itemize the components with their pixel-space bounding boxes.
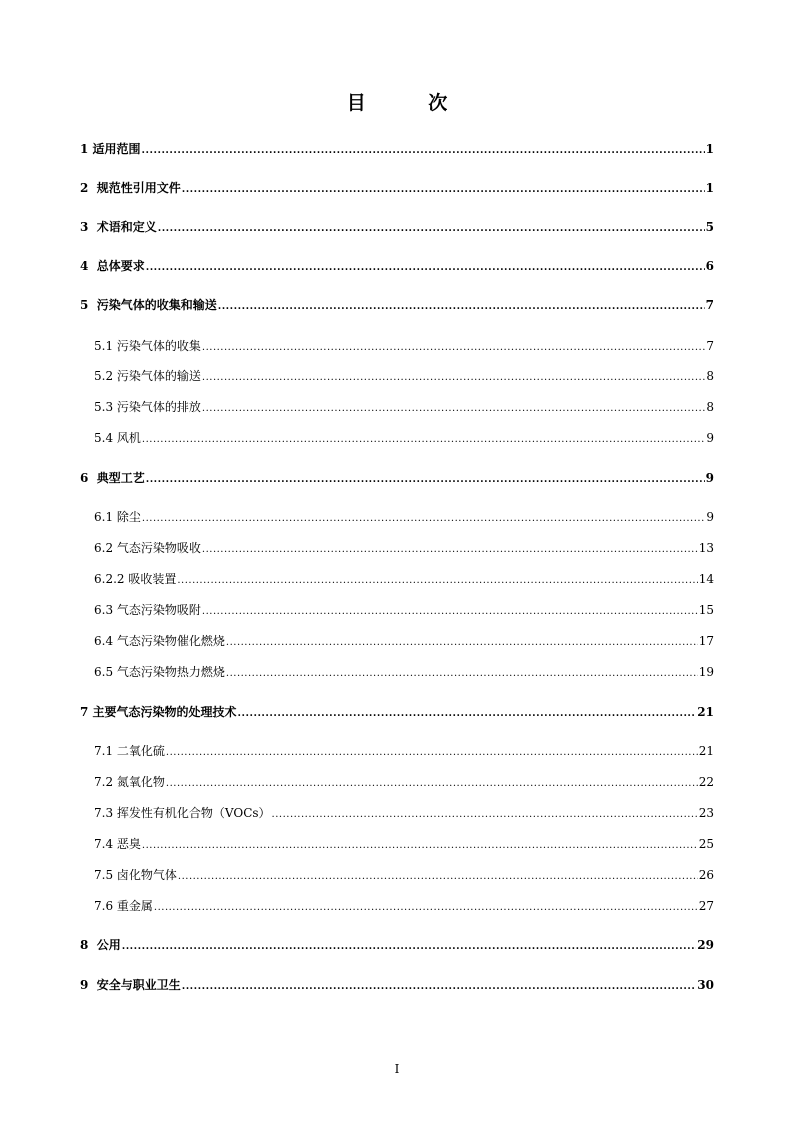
toc-entry[interactable] <box>94 774 714 790</box>
toc-leader-dots <box>202 542 698 558</box>
toc-entry-page: 21 <box>697 705 714 719</box>
toc-entry[interactable] <box>94 867 714 883</box>
toc-entry-page: 5 <box>705 220 714 234</box>
toc-entry-page: 26 <box>698 868 714 882</box>
toc-entry-page: 6 <box>705 259 714 273</box>
toc-entry[interactable] <box>94 338 714 354</box>
toc-leader-dots <box>202 604 698 620</box>
toc-leader-dots <box>146 260 705 276</box>
toc-entry-page: 15 <box>698 603 714 617</box>
toc-entry-label: 6.5 气态污染物热力燃烧 <box>94 665 225 679</box>
toc-entry[interactable] <box>80 180 714 196</box>
toc-leader-dots <box>202 370 705 386</box>
toc-entry[interactable] <box>94 898 714 914</box>
toc-entry-label: 8 公用 <box>80 938 121 952</box>
toc-leader-dots <box>166 776 698 792</box>
toc-entry-page: 30 <box>697 978 714 992</box>
toc-entry[interactable] <box>94 836 714 852</box>
toc-entry-page: 29 <box>697 938 714 952</box>
toc-entry-label: 7.5 卤化物气体 <box>94 868 177 882</box>
toc-leader-dots <box>122 939 697 955</box>
toc-leader-dots <box>226 666 698 682</box>
toc-entry-page: 9 <box>705 471 714 485</box>
toc-entry[interactable] <box>94 509 714 525</box>
toc-leader-dots <box>166 745 698 761</box>
toc-entry-page: 19 <box>698 665 714 679</box>
toc-leader-dots <box>272 807 698 823</box>
toc-entry[interactable] <box>80 977 714 993</box>
toc-entry-page: 14 <box>698 572 714 586</box>
toc-entry-page: 27 <box>698 899 714 913</box>
toc-entry[interactable] <box>94 540 714 556</box>
toc-entry-label: 5.4 风机 <box>94 431 141 445</box>
toc-entry-page: 23 <box>698 806 714 820</box>
toc-entry-label: 4 总体要求 <box>80 259 145 273</box>
toc-entry[interactable] <box>94 430 714 446</box>
toc-leader-dots <box>182 979 697 995</box>
toc-leader-dots <box>182 182 705 198</box>
toc-entry[interactable] <box>80 297 714 313</box>
toc-entry[interactable] <box>80 937 714 953</box>
toc-entry[interactable] <box>94 633 714 649</box>
toc-entry-page: 21 <box>698 744 714 758</box>
toc-entry-page: 7 <box>705 298 714 312</box>
toc-entry-page: 7 <box>706 339 714 353</box>
toc-leader-dots <box>226 635 698 651</box>
toc-entry-page: 9 <box>706 510 714 524</box>
toc-leader-dots <box>202 340 705 356</box>
toc-entry-label: 5.1 污染气体的收集 <box>94 339 201 353</box>
toc-entry-label: 6.4 气态污染物催化燃烧 <box>94 634 225 648</box>
toc-entry[interactable] <box>80 219 714 235</box>
toc-entry-page: 22 <box>698 775 714 789</box>
toc-entry[interactable] <box>94 399 714 415</box>
toc-leader-dots <box>154 900 698 916</box>
toc-entry-page: 1 <box>705 142 714 156</box>
toc-entry[interactable] <box>80 470 714 486</box>
toc-entry-label: 7.1 二氧化硫 <box>94 744 165 758</box>
toc-entry-page: 8 <box>706 369 714 383</box>
toc-entry-label: 7.4 恶臭 <box>94 837 141 851</box>
page-title: 目 次 <box>346 92 476 114</box>
toc-entry[interactable] <box>94 571 714 587</box>
toc-leader-dots <box>202 401 705 417</box>
toc-leader-dots <box>142 838 698 854</box>
toc-entry-label: 6.1 除尘 <box>94 510 141 524</box>
toc-leader-dots <box>177 573 697 589</box>
toc-entry-label: 2 规范性引用文件 <box>80 181 181 195</box>
toc-leader-dots <box>178 869 698 885</box>
toc-leader-dots <box>142 432 705 448</box>
toc-entry-label: 6 典型工艺 <box>80 471 145 485</box>
toc-entry[interactable] <box>94 805 714 821</box>
toc-leader-dots <box>158 221 705 237</box>
toc-leader-dots <box>238 706 697 722</box>
toc-entry-page: 25 <box>698 837 714 851</box>
toc-entry-label: 7.6 重金属 <box>94 899 153 913</box>
toc-entry-label: 1 适用范围 <box>80 142 141 156</box>
toc-entry[interactable] <box>94 368 714 384</box>
toc-entry-label: 7.3 挥发性有机化合物（VOCs） <box>94 806 271 820</box>
toc-entry-label: 7.2 氮氧化物 <box>94 775 165 789</box>
toc-entry[interactable] <box>94 602 714 618</box>
toc-entry-label: 9 安全与职业卫生 <box>80 978 181 992</box>
toc-entry-label: 5.3 污染气体的排放 <box>94 400 201 414</box>
toc-entry[interactable] <box>94 664 714 680</box>
toc-entry-label: 5.2 污染气体的输送 <box>94 369 201 383</box>
toc-entry-label: 7 主要气态污染物的处理技术 <box>80 705 237 719</box>
toc-entry-page: 17 <box>698 634 714 648</box>
toc-leader-dots <box>146 472 705 488</box>
toc-entry-page: 9 <box>706 431 714 445</box>
footer-page-number: I <box>394 1062 400 1076</box>
toc-entry-label: 6.2.2 吸收装置 <box>94 572 177 586</box>
toc-entry[interactable] <box>80 704 714 720</box>
toc-entry[interactable] <box>80 141 714 157</box>
toc-entry-label: 6.3 气态污染物吸附 <box>94 603 201 617</box>
toc-entry-page: 1 <box>705 181 714 195</box>
toc-entry-label: 3 术语和定义 <box>80 220 157 234</box>
toc-entry[interactable] <box>80 258 714 274</box>
toc-entry[interactable] <box>94 743 714 759</box>
toc-entry-page: 8 <box>706 400 714 414</box>
toc-entry-label: 5 污染气体的收集和输送 <box>80 298 217 312</box>
toc-entry-label: 6.2 气态污染物吸收 <box>94 541 201 555</box>
toc-leader-dots <box>142 143 705 159</box>
toc-leader-dots <box>218 299 705 315</box>
toc-leader-dots <box>142 511 705 527</box>
toc-entry-page: 13 <box>698 541 714 555</box>
